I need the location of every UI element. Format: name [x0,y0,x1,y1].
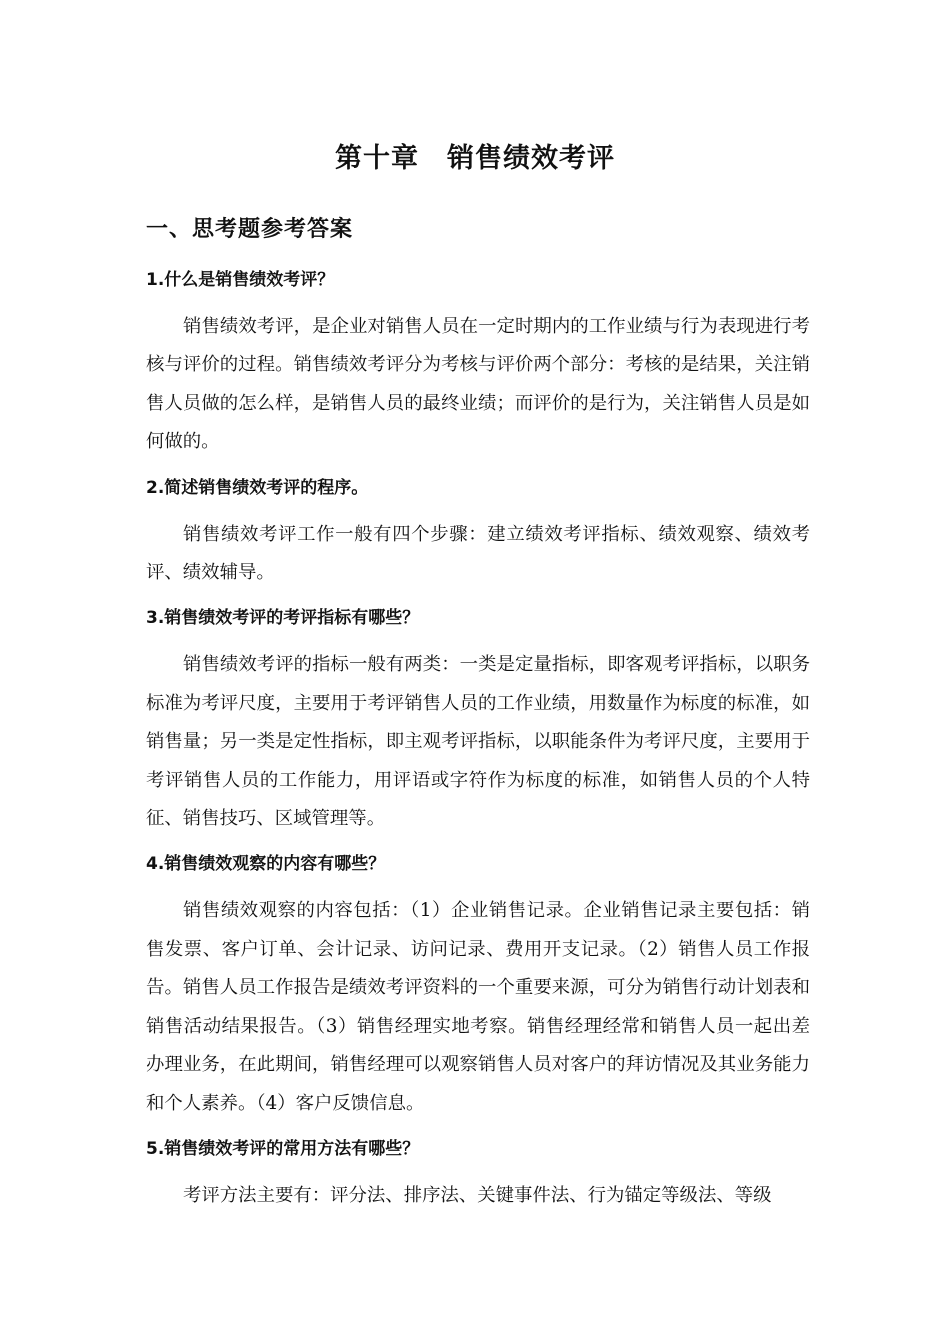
question-heading: 4.销售绩效观察的内容有哪些？ [146,854,386,875]
qa-list [146,262,810,1223]
qa-item [146,470,810,593]
question-heading: 5.销售绩效考评的常用方法有哪些？ [146,1138,420,1159]
qa-item [146,1131,810,1215]
section-title: 一、思考题参考答案 [146,217,354,242]
qa-item [146,846,810,1122]
answer-paragraph: 考评方法主要有：评分法、排序法、关键事件法、行为锚定等级法、等级 [183,1184,772,1206]
qa-item [146,600,810,838]
question-heading: 1.什么是销售绩效考评？ [146,270,335,290]
answer-paragraph: 销售绩效观察的内容包括：（1）企业销售记录。企业销售记录主要包括：销售发票、客户订单、会计记录、访问记录、费用开支记录。（2）销售人员工作报告。销售人员工作报告是绩效考评资料的一个重要来源，可分为销售行动计划表和销售活动结果报告。（3）销售经理实地考察。销售经理经常和销售人员一起出差办理业务，在此期间，销售经理可以观察销售人员对客户的拜访情况及其业务能力和个人素养。（4）客户反馈信息。 [146,900,810,1114]
question-heading: 3.销售绩效考评的考评指标有哪些？ [146,608,420,629]
answer-paragraph: 销售绩效考评的指标一般有两类：一类是定量指标，即客观考评指标，以职务标准为考评尺度，主要用于考评销售人员的工作业绩，用数量作为标度的标准，如销售量；另一类是定性指标，即主观考评指标，以职能条件为考评尺度，主要用于考评销售人员的工作能力，用评语或字符作为标度的标准，如销售人员的个人特征、销售技巧、区域管理等。 [146,654,810,830]
qa-item [146,262,810,462]
question-heading: 2.简述销售绩效考评的程序。 [146,477,369,498]
chapter-title: 第十章 销售绩效考评 [335,143,615,174]
answer-paragraph: 销售绩效考评，是企业对销售人员在一定时期内的工作业绩与行为表现进行考核与评价的过程。销售绩效考评分为考核与评价两个部分：考核的是结果，关注销售人员做的怎么样，是销售人员的最终业绩；而评价的是行为，关注销售人员是如何做的。 [146,316,810,453]
answer-paragraph: 销售绩效考评工作一般有四个步骤：建立绩效考评指标、绩效观察、绩效考评、绩效辅导。 [146,523,810,584]
